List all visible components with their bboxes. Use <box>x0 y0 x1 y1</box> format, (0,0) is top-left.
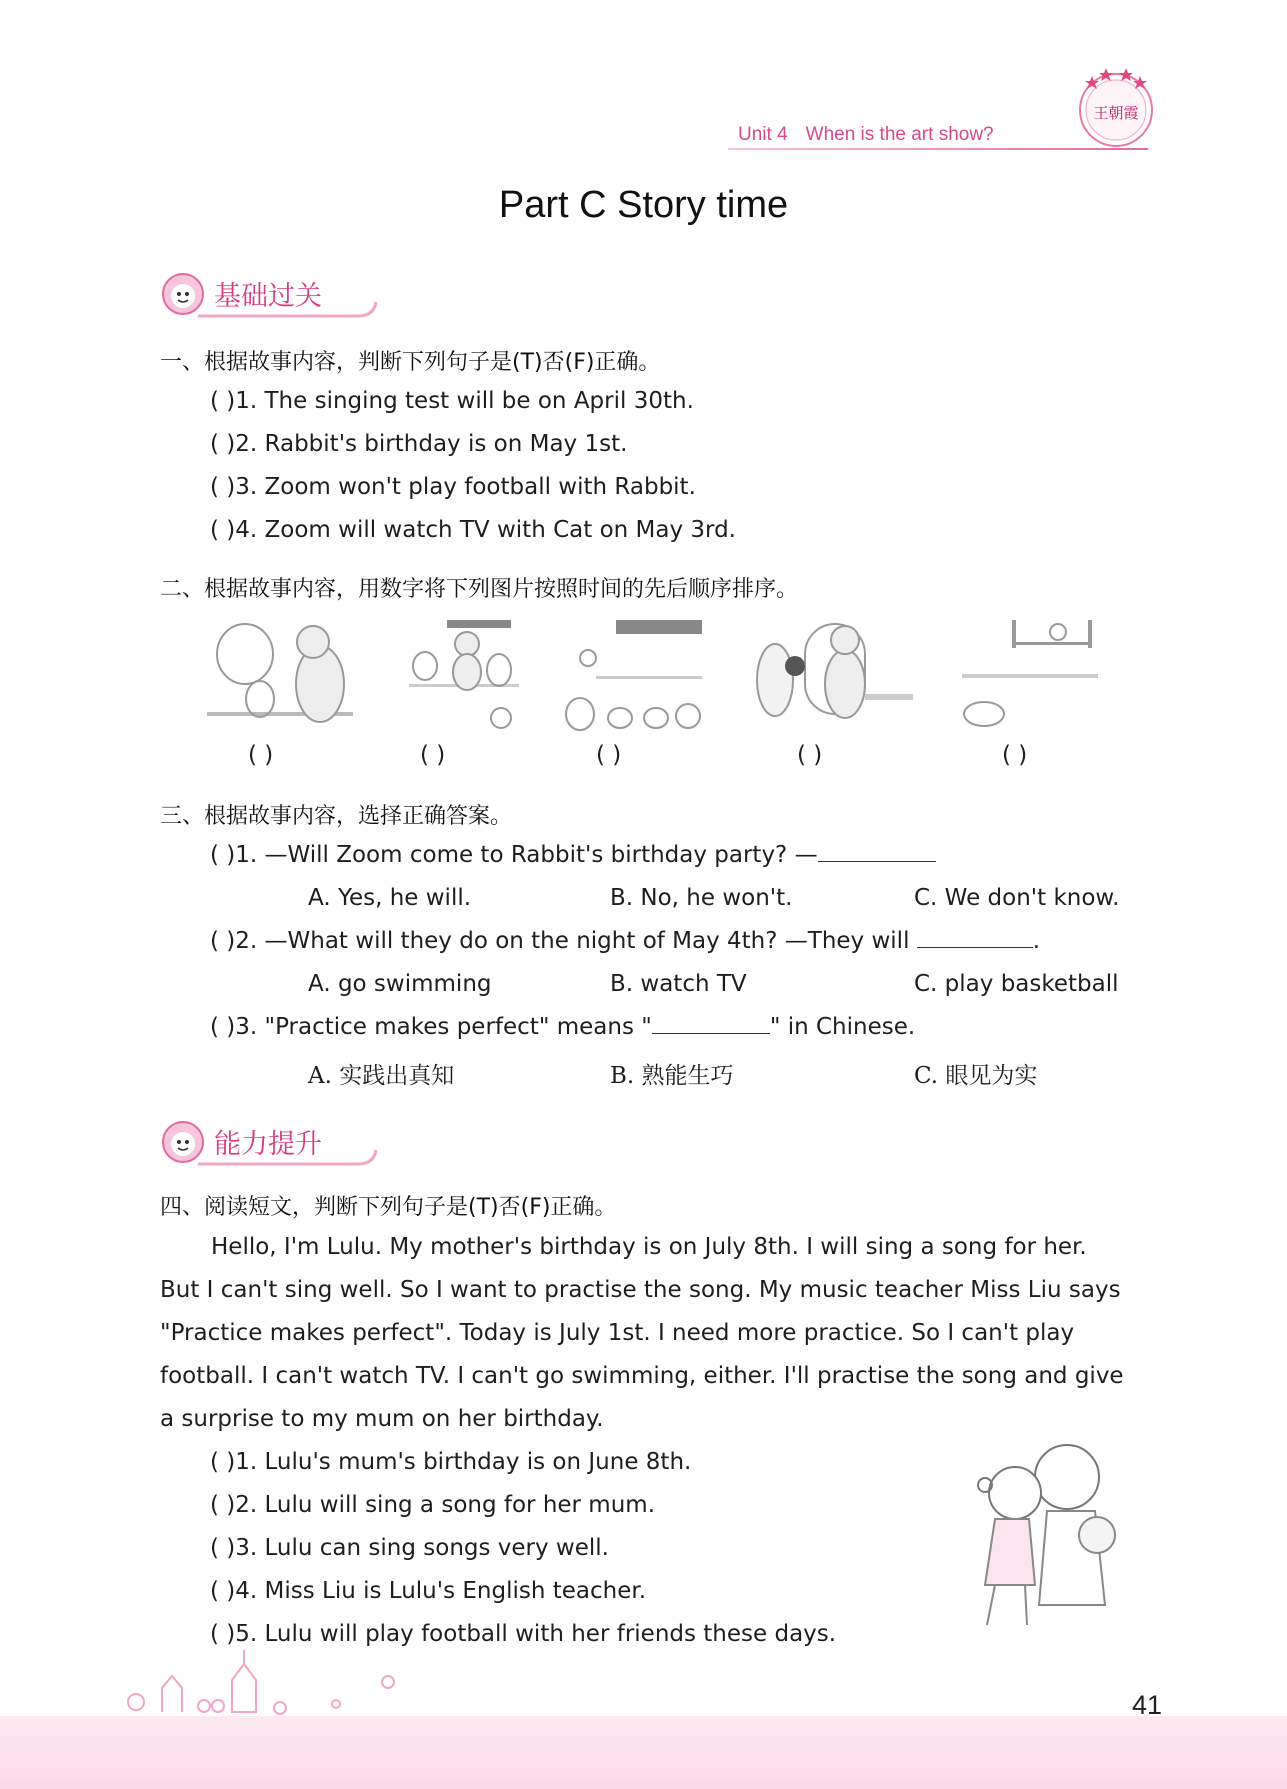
story-picture-4 <box>745 614 915 734</box>
mc-question: ( )3. "Practice makes perfect" means " " in Chinese. <box>210 1014 916 1040</box>
passage-line: Hello, I'm Lulu. My mother's birthday is on July 8th. I will sing a song for her. <box>211 1234 1087 1260</box>
passage-line: "Practice makes perfect". Today is July 1st. I need more practice. So I can't play <box>160 1320 1075 1346</box>
question-1-heading: 一、根据故事内容，判断下列句子是(T)否(F)正确。 <box>160 350 661 375</box>
tf-item: ( )3. Lulu can sing songs very well. <box>210 1535 609 1561</box>
order-blank[interactable]: ( ) <box>1002 742 1028 768</box>
option-a[interactable]: A. go swimming <box>308 971 492 997</box>
town-decoration-icon <box>120 1648 400 1718</box>
story-picture-3 <box>560 614 710 734</box>
unit-label: Unit 4 <box>738 124 788 145</box>
footer-band <box>0 1716 1287 1789</box>
tf-item: ( )4. Zoom will watch TV with Cat on May 3rd. <box>210 517 736 543</box>
question-2-heading: 二、根据故事内容，用数字将下列图片按照时间的先后顺序排序。 <box>160 577 799 602</box>
running-header <box>738 124 994 146</box>
tf-item: ( )4. Miss Liu is Lulu's English teacher. <box>210 1578 647 1604</box>
question-3-heading: 三、根据故事内容，选择正确答案。 <box>160 804 513 829</box>
logo-text: 王朝霞 <box>1093 104 1139 122</box>
section-title: 能力提升 <box>214 1129 322 1160</box>
passage-line: football. I can't watch TV. I can't go swimming, either. I'll practise the song and give <box>160 1363 1124 1389</box>
story-picture-5 <box>960 614 1100 734</box>
passage-line: But I can't sing well. So I want to practise the song. My music teacher Miss Liu says <box>160 1277 1121 1303</box>
tf-item: ( )5. Lulu will play football with her friends these days. <box>210 1621 837 1647</box>
option-c[interactable]: C. We don't know. <box>914 885 1120 911</box>
section-banner-advanced <box>158 1116 378 1166</box>
option-a[interactable]: A. Yes, he will. <box>308 885 472 911</box>
order-blank[interactable]: ( ) <box>248 742 274 768</box>
lulu-and-mum-illustration <box>955 1435 1125 1635</box>
answer-blank[interactable] <box>652 1015 770 1034</box>
order-blank[interactable]: ( ) <box>797 742 823 768</box>
section-title: 基础过关 <box>214 281 322 312</box>
tf-item: ( )1. Lulu's mum's birthday is on June 8th. <box>210 1449 692 1475</box>
unit-title: When is the art show? <box>805 124 994 145</box>
answer-blank[interactable] <box>917 929 1033 948</box>
mc-question: ( )1. —Will Zoom come to Rabbit's birthday party? — <box>210 842 936 868</box>
passage-line: a surprise to my mum on her birthday. <box>160 1406 604 1432</box>
page-number: 41 <box>1132 1690 1163 1720</box>
option-a[interactable]: A. 实践出真知 <box>308 1063 455 1089</box>
tf-item: ( )2. Lulu will sing a song for her mum. <box>210 1492 656 1518</box>
tf-item: ( )3. Zoom won't play football with Rabbit. <box>210 474 696 500</box>
option-b[interactable]: B. No, he won't. <box>610 885 793 911</box>
option-c[interactable]: C. play basketball <box>914 971 1119 997</box>
option-b[interactable]: B. watch TV <box>610 971 747 997</box>
publisher-logo-icon <box>1074 60 1158 150</box>
order-blank[interactable]: ( ) <box>596 742 622 768</box>
tf-item: ( )2. Rabbit's birthday is on May 1st. <box>210 431 628 457</box>
story-picture-2 <box>395 614 525 734</box>
option-c[interactable]: C. 眼见为实 <box>914 1063 1038 1089</box>
tf-item: ( )1. The singing test will be on April 30th. <box>210 388 694 414</box>
question-4-heading: 四、阅读短文，判断下列句子是(T)否(F)正确。 <box>160 1195 617 1220</box>
mc-question: ( )2. —What will they do on the night of May 4th? —They will . <box>210 928 1041 954</box>
answer-blank[interactable] <box>818 843 936 862</box>
story-picture-1 <box>205 614 355 734</box>
section-banner-basic <box>158 268 378 318</box>
order-blank[interactable]: ( ) <box>420 742 446 768</box>
page-title: Part C Story time <box>498 184 789 226</box>
option-b[interactable]: B. 熟能生巧 <box>610 1063 734 1089</box>
